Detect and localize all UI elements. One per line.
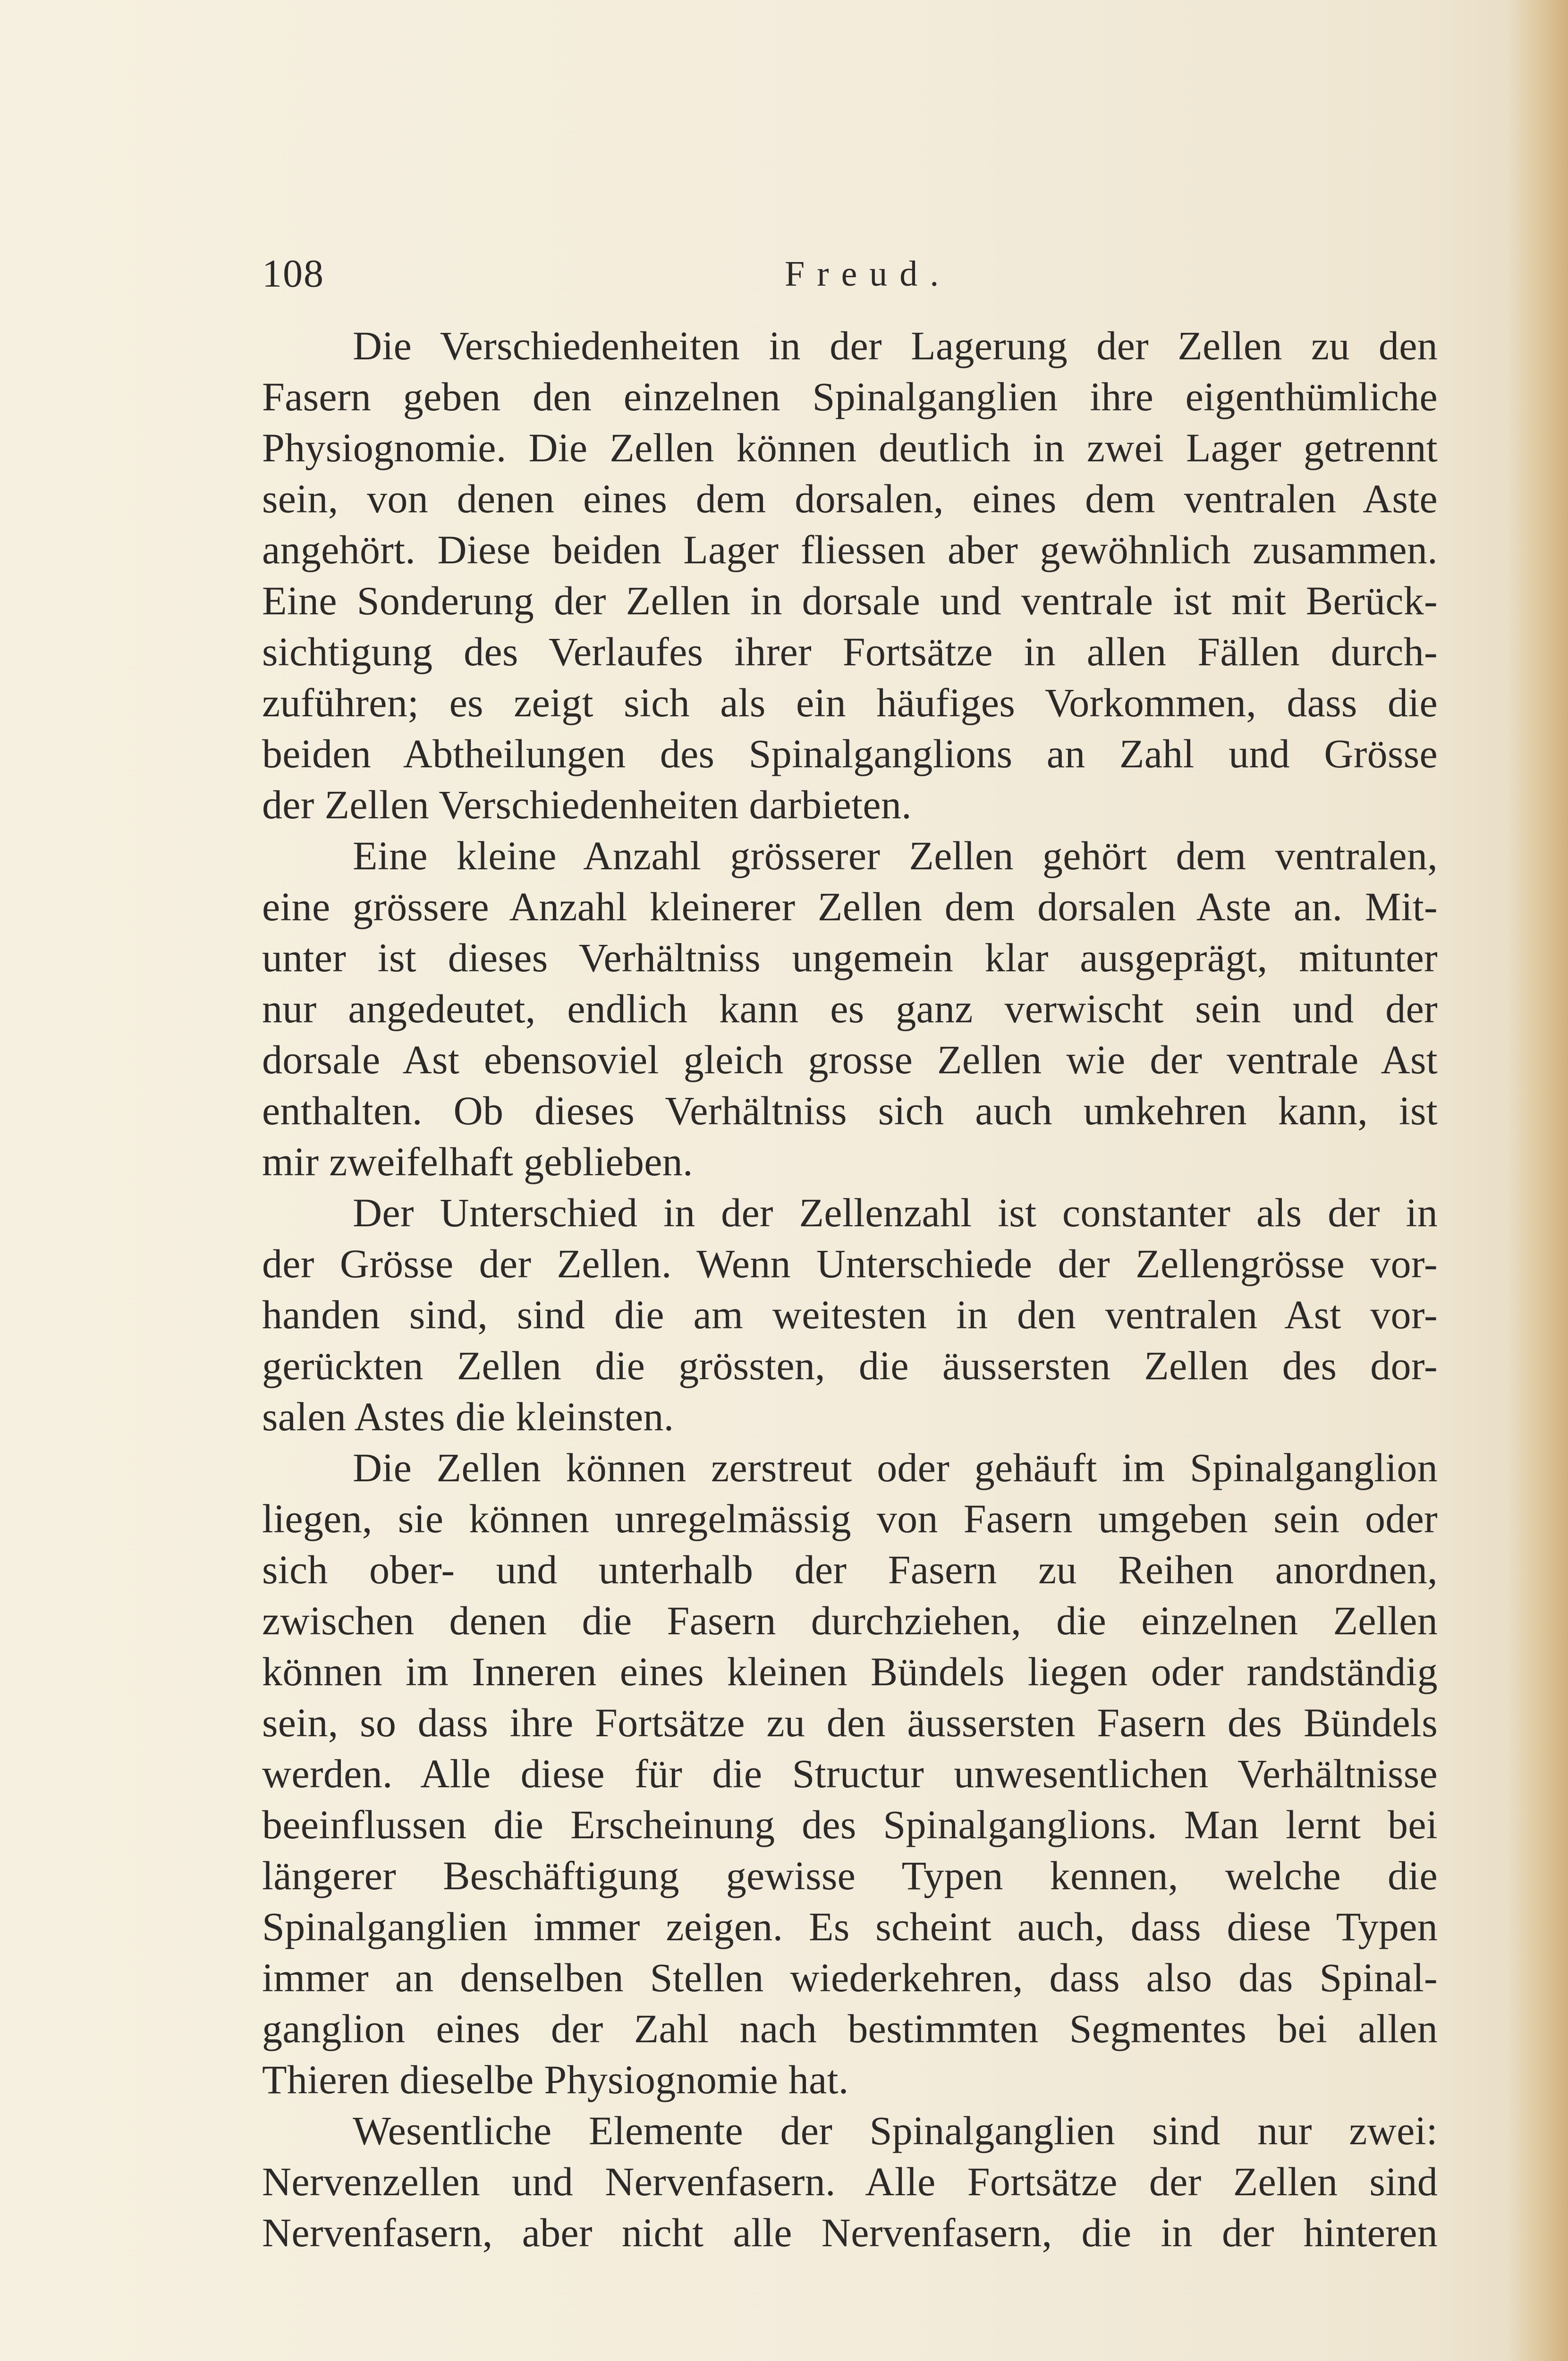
paragraph	[262, 320, 1438, 830]
text-line: zuführen; es zeigt sich als ein häufiges Vorkommen, dass die	[262, 680, 1438, 725]
text-line: handen sind, sind die am weitesten in den ventralen Ast vor-	[262, 1292, 1438, 1337]
text-line: Spinalganglien immer zeigen. Es scheint auch, dass diese Typen	[262, 1904, 1438, 1949]
body-text	[262, 320, 1438, 2258]
text-line: immer an denselben Stellen wiederkehren, dass also das Spinal-	[262, 1955, 1438, 2000]
page-edge-shadow	[1507, 0, 1568, 2361]
text-line: der Zellen Verschiedenheiten darbieten.	[262, 782, 912, 827]
text-line: Eine kleine Anzahl grösserer Zellen gehört dem ventralen,	[353, 833, 1438, 878]
text-line: enthalten. Ob dieses Verhältniss sich auch umkehren kann, ist	[262, 1088, 1438, 1133]
text-line: können im Inneren eines kleinen Bündels liegen oder randständig	[262, 1649, 1438, 1694]
text-line: Thieren dieselbe Physiognomie hat.	[262, 2057, 849, 2102]
paragraph	[262, 1442, 1438, 2105]
text-line: längerer Beschäftigung gewisse Typen kennen, welche die	[262, 1853, 1438, 1898]
text-line: unter ist dieses Verhältniss ungemein klar ausgeprägt, mitunter	[262, 935, 1438, 980]
text-line: sein, so dass ihre Fortsätze zu den äussersten Fasern des Bündels	[262, 1700, 1438, 1745]
running-head: Freud.	[785, 254, 951, 294]
text-line: eine grössere Anzahl kleinerer Zellen dem dorsalen Aste an. Mit-	[262, 884, 1438, 929]
text-line: nur angedeutet, endlich kann es ganz verwischt sein und der	[262, 986, 1438, 1031]
text-line: der Grösse der Zellen. Wenn Unterschiede der Zellengrösse vor-	[262, 1241, 1438, 1286]
text-line: gerückten Zellen die grössten, die äussersten Zellen des dor-	[262, 1343, 1438, 1388]
text-line: sichtigung des Verlaufes ihrer Fortsätze in allen Fällen durch-	[262, 629, 1438, 674]
text-line: liegen, sie können unregelmässig von Fasern umgeben sein oder	[262, 1496, 1438, 1541]
text-line: werden. Alle diese für die Structur unwesentlichen Verhältnisse	[262, 1751, 1438, 1796]
text-line: Wesentliche Elemente der Spinalganglien sind nur zwei:	[353, 2108, 1438, 2153]
paragraph	[262, 2105, 1438, 2258]
text-line: salen Astes die kleinsten.	[262, 1394, 674, 1439]
text-line: sich ober- und unterhalb der Fasern zu Reihen anordnen,	[262, 1547, 1438, 1592]
text-line: Fasern geben den einzelnen Spinalganglien ihre eigenthümliche	[262, 374, 1438, 419]
page-number: 108	[262, 252, 324, 296]
text-line: beeinflussen die Erscheinung des Spinalganglions. Man lernt bei	[262, 1802, 1438, 1847]
text-line: Eine Sonderung der Zellen in dorsale und ventrale ist mit Berück-	[262, 578, 1438, 623]
text-line: Der Unterschied in der Zellenzahl ist constanter als der in	[353, 1190, 1438, 1235]
text-line: sein, von denen eines dem dorsalen, eines dem ventralen Aste	[262, 476, 1438, 521]
text-line: Nervenzellen und Nervenfasern. Alle Fortsätze der Zellen sind	[262, 2159, 1438, 2204]
text-line: Physiognomie. Die Zellen können deutlich in zwei Lager getrennt	[262, 425, 1438, 470]
text-line: Die Zellen können zerstreut oder gehäuft im Spinalganglion	[353, 1445, 1438, 1490]
text-line: ganglion eines der Zahl nach bestimmten Segmentes bei allen	[262, 2006, 1438, 2051]
page-header	[262, 246, 1433, 302]
paragraph	[262, 1187, 1438, 1442]
text-line: Nervenfasern, aber nicht alle Nervenfasern, die in der hinteren	[262, 2210, 1438, 2255]
text-line: Die Verschiedenheiten in der Lagerung der Zellen zu den	[353, 323, 1438, 368]
text-line: zwischen denen die Fasern durchziehen, die einzelnen Zellen	[262, 1598, 1438, 1643]
text-line: dorsale Ast ebensoviel gleich grosse Zellen wie der ventrale Ast	[262, 1037, 1438, 1082]
text-line: angehört. Diese beiden Lager fliessen aber gewöhnlich zusammen.	[262, 527, 1438, 572]
paragraph	[262, 830, 1438, 1187]
text-line: beiden Abtheilungen des Spinalganglions an Zahl und Grösse	[262, 731, 1438, 776]
text-line: mir zweifelhaft geblieben.	[262, 1139, 693, 1184]
